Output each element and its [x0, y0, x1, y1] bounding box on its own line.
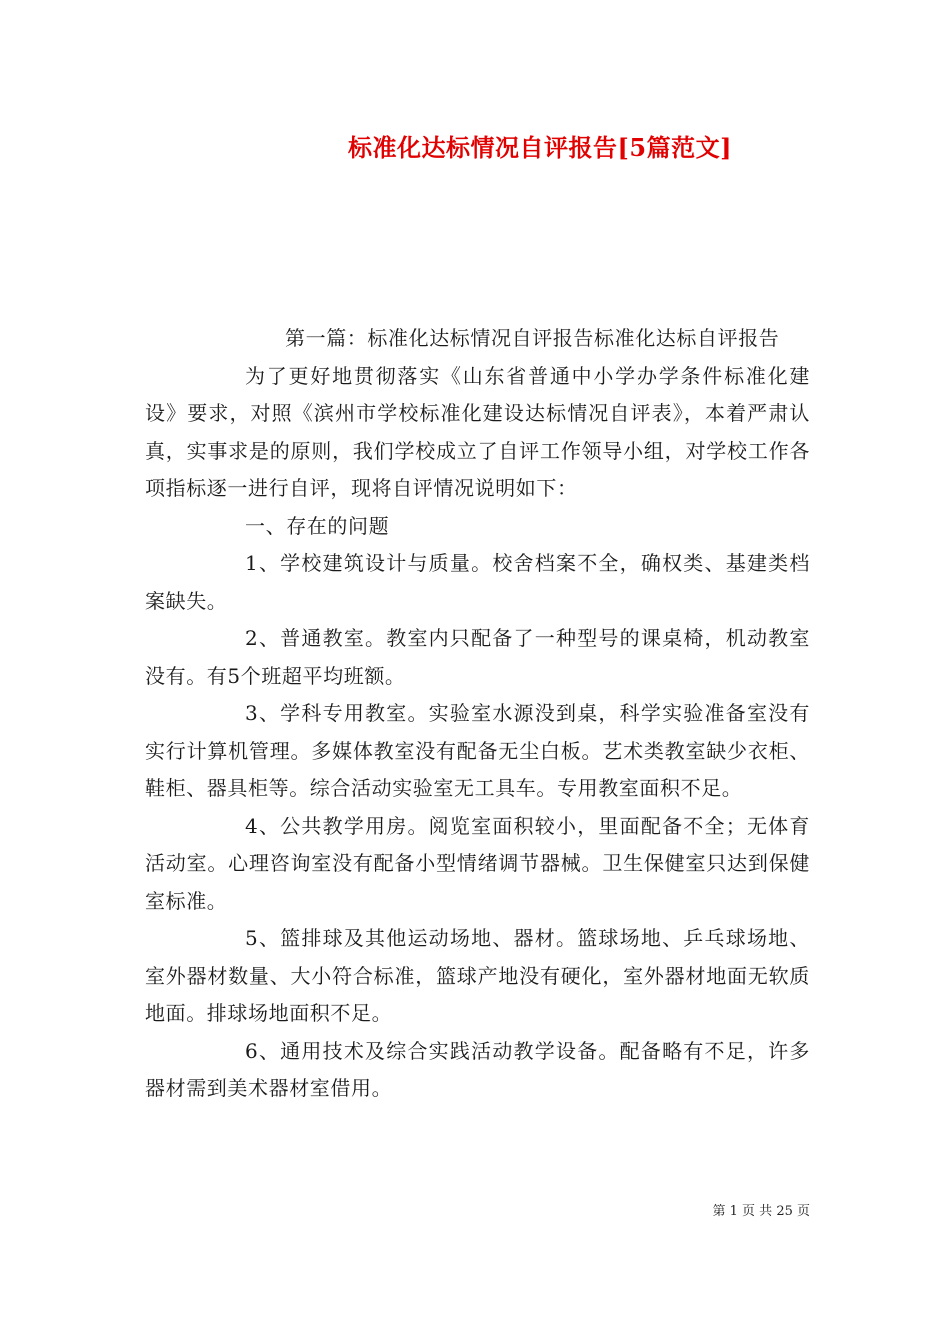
paragraph-item-5: 5、篮排球及其他运动场地、器材。篮球场地、乒乓球场地、室外器材数量、大小符合标准，篮球产地没有硬化，室外器材地面无软质地面。排球场地面积不足。 — [145, 926, 810, 1025]
paragraph-item-1: 1、学校建筑设计与质量。校舍档案不全，确权类、基建类档案缺失。 — [145, 551, 810, 613]
paragraph-heading: 第一篇：标准化达标情况自评报告标准化达标自评报告 — [285, 326, 780, 350]
paragraph-item-4: 4、公共教学用房。阅览室面积较小，里面配备不全；无体育活动室。心理咨询室没有配备小型情绪调节器械。卫生保健室只达到保健室标准。 — [145, 813, 810, 913]
paragraph-item-2: 2、普通教室。教室内只配备了一种型号的课桌椅，机动教室没有。有5个班超平均班额。 — [145, 626, 810, 688]
section-heading: 一、存在的问题 — [245, 513, 390, 538]
page-number: 第 1 页 共 25 页 — [712, 1204, 810, 1219]
document-body — [145, 320, 810, 1108]
paragraph-item-6: 6、通用技术及综合实践活动教学设备。配备略有不足，许多器材需到美术器材室借用。 — [145, 1038, 810, 1100]
paragraph-item-3: 3、学科专用教室。实验室水源没到桌，科学实验准备室没有实行计算机管理。多媒体教室没有配备无尘白板。艺术类教室缺少衣柜、鞋柜、器具柜等。综合活动实验室无工具车。专用教室面积不足。 — [145, 701, 810, 800]
document-title: 标准化达标情况自评报告[5篇范文] — [348, 133, 732, 162]
paragraph-intro: 为了更好地贯彻落实《山东省普通中小学办学条件标准化建设》要求，对照《滨州市学校标准化建设达标情况自评表》，本着严肃认真，实事求是的原则，我们学校成立了自评工作领导小组，对学校工作各项指标逐一进行自评，现将自评情况说明如下： — [145, 363, 810, 500]
